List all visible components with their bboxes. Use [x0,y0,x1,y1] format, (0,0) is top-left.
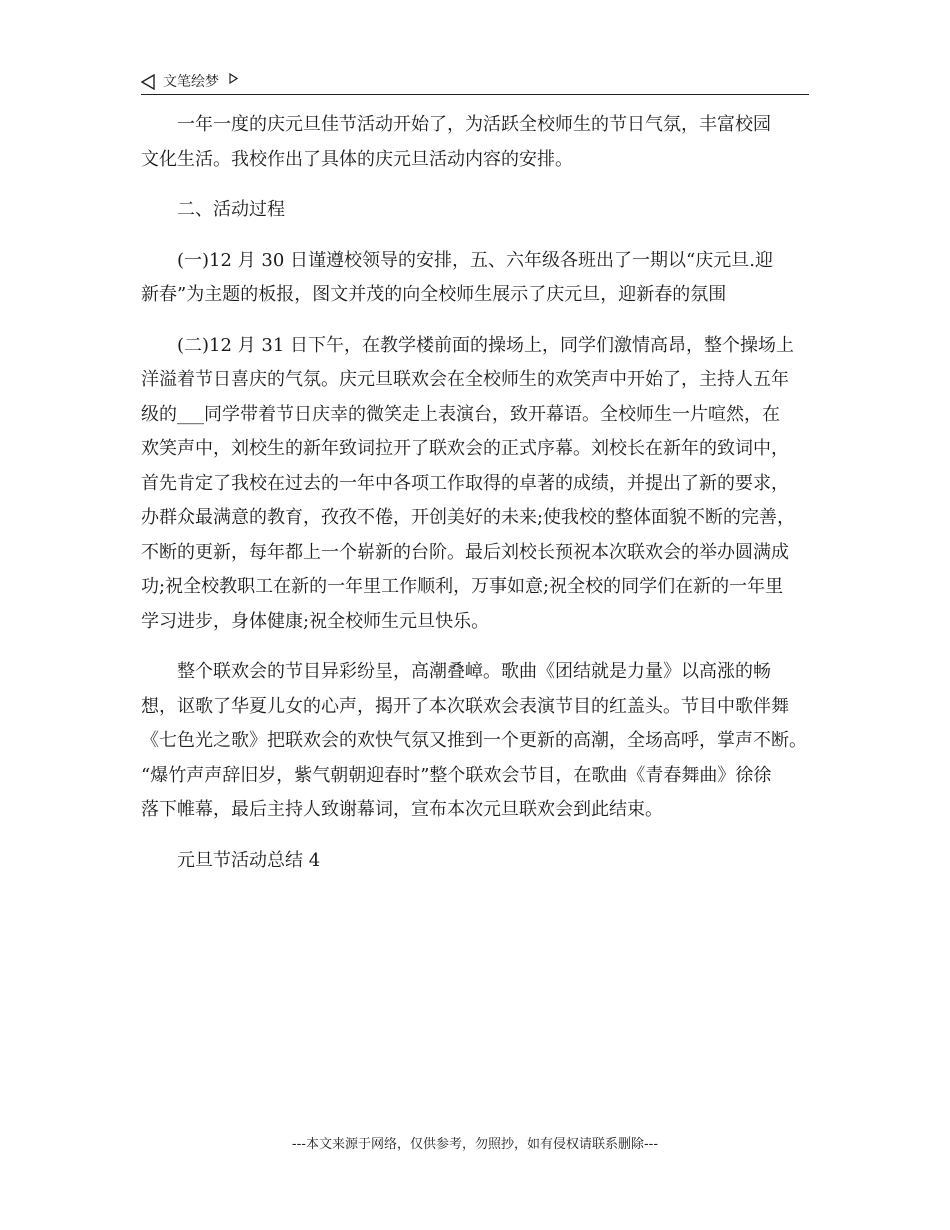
text-line: 《七色光之歌》把联欢会的欢快气氛又推到一个更新的高潮，全场高呼，掌声不断。 [141,730,807,751]
text-line: 功;祝全校教职工在新的一年里工作顺利，万事如意;祝全校的同学们在新的一年里 [141,576,784,597]
text-line: 级的___同学带着节日庆幸的微笑走上表演台，致开幕语。全校师生一片喧然，在 [141,403,780,425]
text-line: 不断的更新，每年都上一个崭新的台阶。最后刘校长预祝本次联欢会的举办圆满成 [141,541,789,563]
text-line: 洋溢着节日喜庆的气氛。庆元旦联欢会在全校师生的欢笑声中开始了，主持人五年 [141,369,789,390]
document-body [141,108,831,894]
text-line: 元旦节活动总结 4 [177,849,321,871]
text-line: 办群众最满意的教育，孜孜不倦，开创美好的未来;使我校的整体面貌不断的完善， [141,507,796,528]
text-line: 欢笑声中，刘校生的新年致词拉开了联欢会的正式序幕。刘校长在新年的致词中， [141,438,789,459]
text-line: 整个联欢会的节目异彩纷呈，高潮叠嶂。歌曲《团结就是力量》以高涨的畅 [177,661,771,682]
intro-paragraph [141,108,831,177]
program-paragraph [141,655,831,828]
section-heading [141,193,831,228]
text-line: (一)12 月 30 日谨遵校领导的安排，五、六年级各班出了一期以“庆元旦.迎 [177,249,773,271]
text-line: 想，讴歌了华夏儿女的心声，揭开了本次联欢会表演节目的红盖头。节目中歌伴舞 [141,695,789,717]
brand-name: 文笔绘梦 [163,74,219,90]
text-line: 二、活动过程 [177,199,285,220]
text-line: 学习进步，身体健康;祝全校师生元旦快乐。 [141,610,490,632]
text-line: (二)12 月 31 日下午，在教学楼前面的操场上，同学们激情高昂，整个操场上 [177,334,795,356]
text-line: 文化生活。我校作出了具体的庆元旦活动内容的安排。 [141,148,573,170]
text-line: 一年一度的庆元旦佳节活动开始了，为活跃全校师生的节日气氛，丰富校园 [177,114,771,135]
next-section-title [141,844,831,879]
process-paragraph-2 [141,329,831,640]
text-line: 落下帷幕，最后主持人致谢幕词，宣布本次元旦联欢会到此结束。 [141,799,663,820]
text-line: 新春”为主题的板报，图文并茂的向全校师生展示了庆元旦，迎新春的氛围 [141,284,727,305]
text-line: “爆竹声声辞旧岁，紫气朝朝迎春时”整个联欢会节目，在歌曲《青春舞曲》徐徐 [141,764,772,786]
triangle-right-icon [229,73,238,84]
process-paragraph-1 [141,244,831,313]
page-header [141,72,809,95]
text-line: 首先肯定了我校在过去的一年中各项工作取得的卓著的成绩，并提出了新的要求， [141,472,789,494]
page-footer: ---本文来源于网络，仅供参考，勿照抄，如有侵权请联系删除--- [291,1137,659,1152]
triangle-left-icon [141,74,155,90]
